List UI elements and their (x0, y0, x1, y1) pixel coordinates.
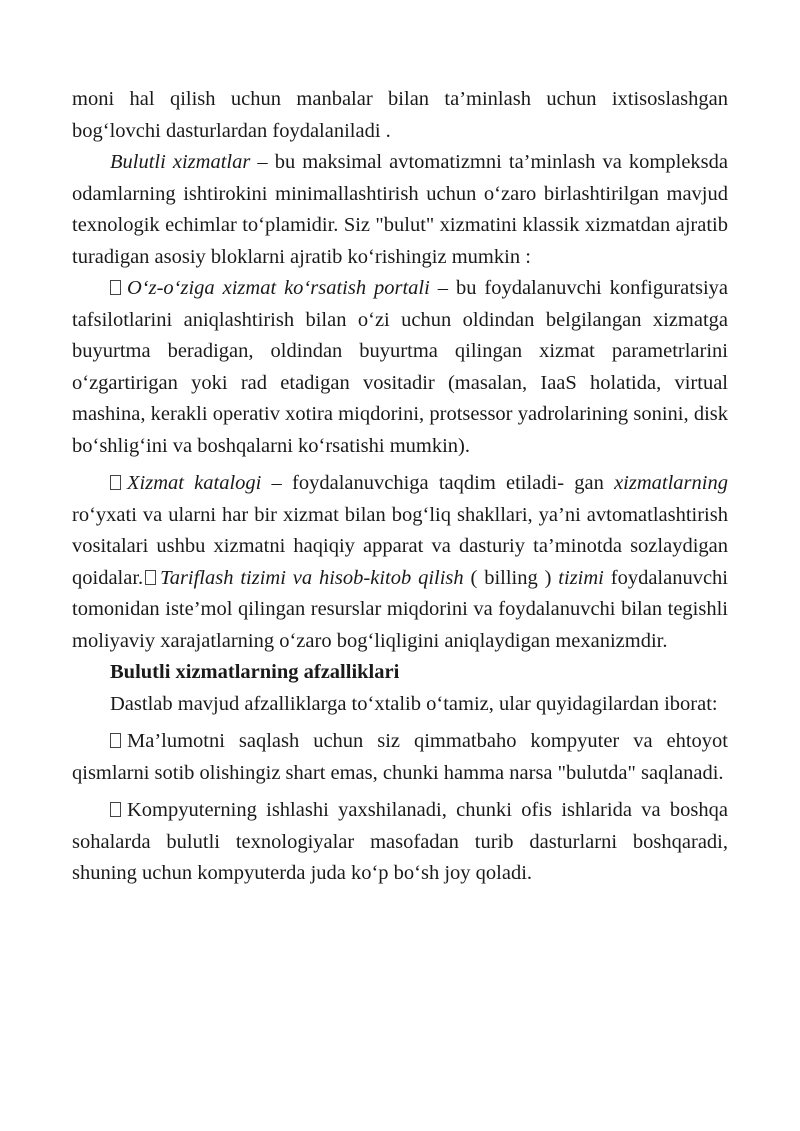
paragraph-cloud-services: Bulutli xizmatlar – bu maksimal avtomatizmni ta’minlash va kompleksda odamlarning ishtirokini minimallashtirish uchun o‘zaro birlashtirilgan mavjud texnologik echimlar to‘plamidir. Siz "bulut" xizmatini klassik xizmatdan ajratib turadigan asosiy bloklarni ajratib ko‘rishingiz mumkin : (72, 151, 728, 268)
term-service-catalog: Xizmat katalogi (127, 472, 262, 494)
term-billing-system: Tariflash tizimi va hisob-kitob qilish (160, 566, 464, 589)
section-heading: Bulutli xizmatlarning afzalliklari (110, 661, 400, 683)
term-services: xizmatlarning (614, 472, 728, 494)
document-page (72, 84, 728, 890)
paragraph-continuation: moni hal qilish uchun manbalar bilan ta’minlash uchun ixtisoslashgan bog‘lovchi dasturlardan foydalaniladi . (72, 88, 728, 142)
bullet-box-icon (110, 475, 121, 490)
bullet-service-catalog: Xizmat katalogi – foydalanuvchiga taqdim etiladi- gan xizmatlarning ro‘yxati va ularni har bir xizmat bilan bog‘liq shakllari, ya’ni avtomatlashtirish vositalari ushbu xizmatni haqiqiy apparat va dasturiy ta’minotda sozlaydigan qoidalar. Tariflash tizimi va hisob-kitob qilish ( billing ) tizimi foydalanuvchi tomonidan iste’mol qilingan resurslar miqdorini va foydalanuvchi bilan tegishli moliyaviy xarajatlarning o‘zaro bog‘liqligini aniqlaydigan mexanizmdir. (72, 472, 729, 652)
bullet-performance-advantage: Kompyuterning ishlashi yaxshilanadi, chunki ofis ishlarida va boshqa sohalarda bulutli texnologiyalar masofadan turib dasturlarni boshqaradi, shuning uchun kompyuterda juda ko‘p bo‘sh joy qoladi. (72, 799, 728, 884)
term-system: tizimi (558, 566, 604, 589)
bullet-box-icon (110, 802, 121, 817)
term-self-service-portal: O‘z-o‘ziga xizmat ko‘rsatish portali (127, 277, 430, 299)
paragraph-advantages-intro: Dastlab mavjud afzalliklarga to‘xtalib o‘tamiz, ular quyidagilardan iborat: (110, 692, 718, 715)
bullet-box-icon (110, 280, 121, 295)
bullet-box-icon (145, 570, 156, 585)
term-cloud-services: Bulutli xizmatlar (110, 151, 251, 173)
bullet-box-icon (110, 733, 121, 748)
bullet-storage-advantage: Ma’lumotni saqlash uchun siz qimmatbaho kompyuter va ehtoyot qismlarni sotib olishingiz shart emas, chunki hamma narsa "bulutda" saqlanadi. (72, 730, 728, 784)
bullet-self-service-portal: O‘z-o‘ziga xizmat ko‘rsatish portali – bu foydalanuvchi konfiguratsiya tafsilotlarini aniqlashtirish bilan o‘zi uchun oldindan belgilangan xizmatga buyurtma beradigan, oldindan buyurtma qilingan xizmat parametrlarini o‘zgartirigan yoki rad etadigan vositadir (masalan, IaaS holatida, virtual mashina, kerakli operativ xotira miqdorini, protsessor yadrolarining sonini, disk bo‘shlig‘ini va boshqalarni ko‘rsatishi mumkin). (72, 277, 728, 457)
